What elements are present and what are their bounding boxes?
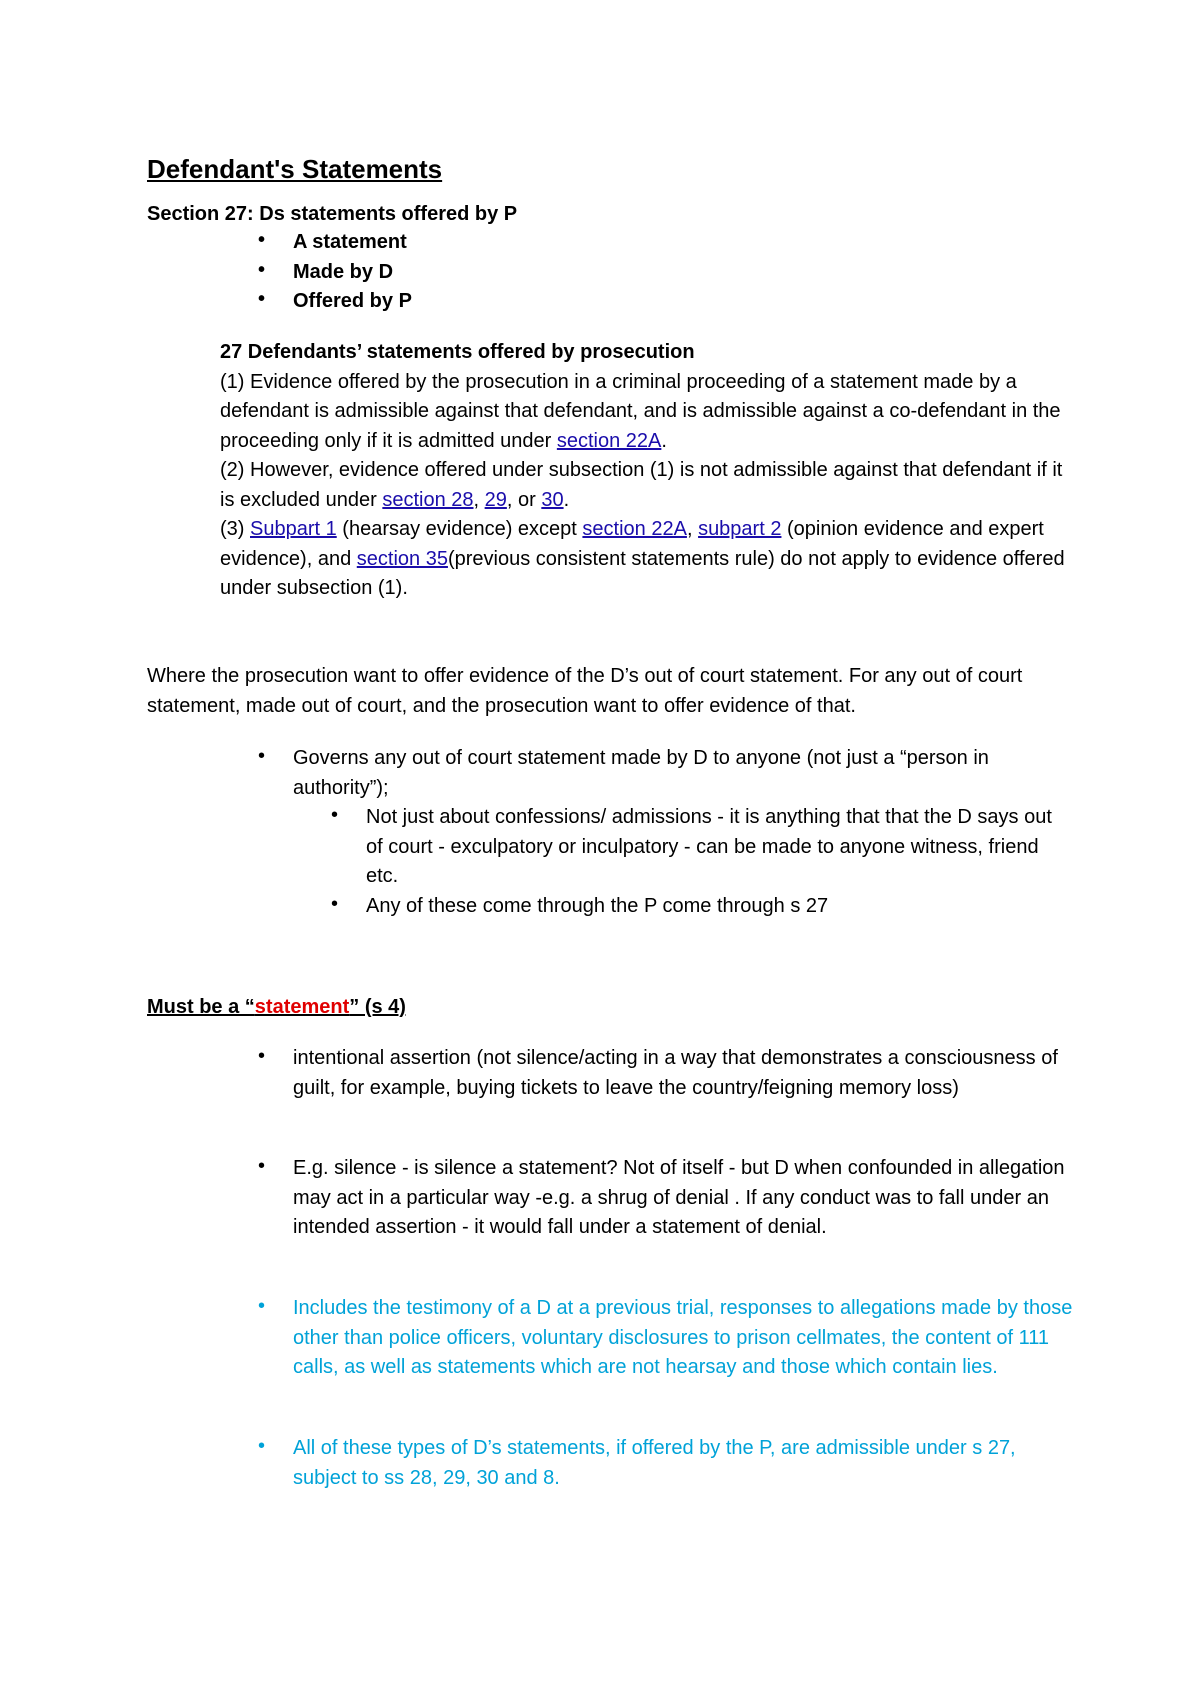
punctuation: , or bbox=[506, 488, 542, 511]
punctuation: . bbox=[563, 488, 570, 511]
section-heading: Section 27: Ds statements offered by P bbox=[147, 203, 518, 225]
must-be-statement-heading bbox=[147, 993, 1077, 1023]
list-item: • Governs any out of court statement made by D to anyone (not just a “person in authority”); bbox=[293, 744, 1073, 803]
subsection-2-text: (2) However, evidence offered under subsection (1) is not admissible against that defendant if it is excluded under bbox=[220, 459, 1063, 511]
list-item: • Any of these come through the P come through s 27 bbox=[366, 892, 1066, 922]
link-section-29[interactable]: 29 bbox=[484, 488, 507, 511]
link-section-30[interactable]: 30 bbox=[541, 488, 564, 511]
list-item: • Not just about confessions/ admissions - it is anything that that the D says out of court - exculpatory or inculpatory - can be made to anyone witness, friend etc. bbox=[366, 803, 1066, 892]
statute-text bbox=[220, 338, 1080, 604]
subsection-1 bbox=[220, 368, 1080, 457]
heading-text: ” (s 4) bbox=[349, 996, 406, 1018]
link-section-22a-2[interactable]: section 22A bbox=[582, 518, 687, 540]
subsection-3-text: (hearsay evidence) except bbox=[336, 518, 583, 540]
list-item: • Includes the testimony of a D at a previous trial, responses to allegations made by those other than police officers, voluntary disclosures to prison cellmates, the content of 111 calls, as well as statements which are not hearsay and those which contain lies. bbox=[293, 1294, 1073, 1383]
elements-list bbox=[293, 228, 1073, 317]
statement-bullet-3 bbox=[293, 1294, 1073, 1383]
statute-heading: 27 Defendants’ statements offered by prosecution bbox=[220, 341, 695, 363]
statement-bullet-1 bbox=[293, 1044, 1073, 1103]
list-item: • E.g. silence - is silence a statement? Not of itself - but D when confounded in allegation may act in a particular way -e.g. a shrug of denial . If any conduct was to fall under an intended assertion - it would fall under a statement of denial. bbox=[293, 1154, 1073, 1243]
list-item: • Made by D bbox=[293, 258, 1073, 288]
link-section-22a[interactable]: section 22A bbox=[556, 429, 662, 452]
link-subpart-1[interactable]: Subpart 1 bbox=[250, 518, 337, 540]
list-item: • All of these types of D’s statements, if offered by the P, are admissible under s 27, subject to ss 28, 29, 30 and 8. bbox=[293, 1434, 1073, 1493]
governs-list bbox=[293, 744, 1073, 803]
punctuation: , bbox=[473, 488, 485, 511]
explanation-paragraph: Where the prosecution want to offer evidence of the D’s out of court statement. For any out of court statement, made out of court, and the prosecution want to offer evidence of that. bbox=[147, 665, 1023, 717]
punctuation: . bbox=[661, 429, 667, 452]
subsection-1-text: (1) Evidence offered by the prosecution in a criminal proceeding of a statement made by a defendant is admissible against that defendant, and is admissible against a co-defendant in the proceeding only if it is admitted under bbox=[220, 370, 1061, 452]
link-section-28[interactable]: section 28 bbox=[382, 488, 474, 511]
heading-text: Must be a “ bbox=[147, 996, 255, 1018]
link-section-35[interactable]: section 35 bbox=[356, 547, 448, 570]
list-item: • Offered by P bbox=[293, 287, 1073, 317]
link-subpart-2[interactable]: subpart 2 bbox=[698, 518, 782, 540]
subsection-2 bbox=[220, 456, 1080, 515]
governs-sublist bbox=[366, 803, 1066, 921]
punctuation: , bbox=[686, 518, 699, 540]
subsection-3-text: (opinion evidence and expert evidence), and bbox=[220, 518, 1044, 570]
heading-highlight: statement bbox=[254, 996, 350, 1018]
list-item: • A statement bbox=[293, 228, 1073, 258]
subsection-3-text: (previous consistent statements rule) do not apply to evidence offered under subsection (1). bbox=[220, 547, 1065, 599]
subsection-3 bbox=[220, 515, 1080, 604]
list-item: • intentional assertion (not silence/acting in a way that demonstrates a consciousness of guilt, for example, buying tickets to leave the country/feigning memory loss) bbox=[293, 1044, 1073, 1103]
statement-bullet-4 bbox=[293, 1434, 1073, 1493]
page-title: Defendant's Statements bbox=[147, 154, 443, 184]
subsection-3-text: (3) bbox=[220, 518, 250, 540]
statement-bullet-2 bbox=[293, 1154, 1073, 1243]
